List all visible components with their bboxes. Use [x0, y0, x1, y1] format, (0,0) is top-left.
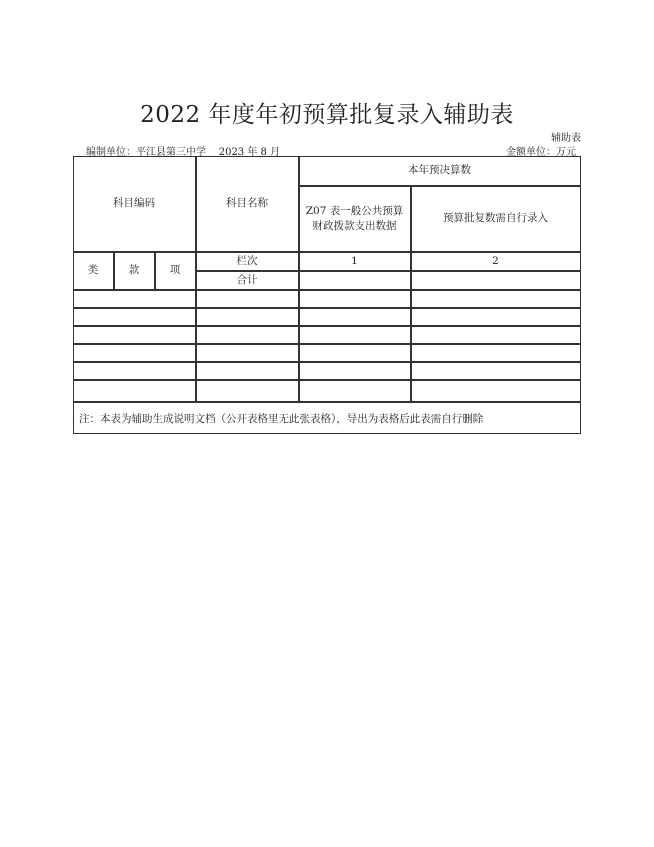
empty-row-code: [73, 290, 196, 308]
header-kuan: 款: [114, 252, 155, 290]
empty-row-a: [299, 308, 411, 326]
empty-row-name: [196, 344, 299, 362]
table-note: 注：本表为辅助生成说明文档（公开表格里无此张表格），导出为表格后此表需自行删除: [73, 402, 581, 434]
compiling-unit: 编制单位：平江县第三中学 2023 年 8 月: [86, 147, 281, 158]
empty-row-b: [411, 362, 581, 380]
empty-row-b: [411, 326, 581, 344]
header-col-b: 预算批复数需自行录入: [411, 186, 581, 252]
total-col-a: [299, 271, 411, 290]
empty-row-b: [411, 290, 581, 308]
lanci-label: 栏次: [196, 252, 299, 271]
empty-row-code: [73, 344, 196, 362]
empty-row-code: [73, 380, 196, 402]
empty-row-code: [73, 308, 196, 326]
empty-row-a: [299, 344, 411, 362]
empty-row-name: [196, 290, 299, 308]
empty-row-code: [73, 326, 196, 344]
empty-row-a: [299, 290, 411, 308]
currency-unit: 金额单位：万元: [506, 147, 576, 158]
empty-row-name: [196, 362, 299, 380]
header-subject-code: 科目编码: [73, 156, 196, 252]
empty-row-name: [196, 380, 299, 402]
budget-table: [73, 156, 581, 434]
auxiliary-table-label: 辅助表: [551, 133, 581, 144]
empty-row-name: [196, 308, 299, 326]
empty-row-a: [299, 326, 411, 344]
empty-row-a: [299, 362, 411, 380]
header-lei: 类: [73, 252, 114, 290]
empty-row-a: [299, 380, 411, 402]
lanci-col-b: 2: [411, 252, 581, 271]
lanci-col-a: 1: [299, 252, 411, 271]
header-budget-group: 本年预决算数: [299, 156, 581, 186]
total-label: 合计: [196, 271, 299, 290]
empty-row-b: [411, 344, 581, 362]
empty-row-name: [196, 326, 299, 344]
header-col-a: Z07 表一般公共预算财政拨款支出数据: [299, 186, 411, 252]
total-col-b: [411, 271, 581, 290]
page-title: 2022 年度年初预算批复录入辅助表: [140, 102, 514, 128]
empty-row-code: [73, 362, 196, 380]
header-xiang: 项: [155, 252, 196, 290]
empty-row-b: [411, 380, 581, 402]
empty-row-b: [411, 308, 581, 326]
header-subject-name: 科目名称: [196, 156, 299, 252]
